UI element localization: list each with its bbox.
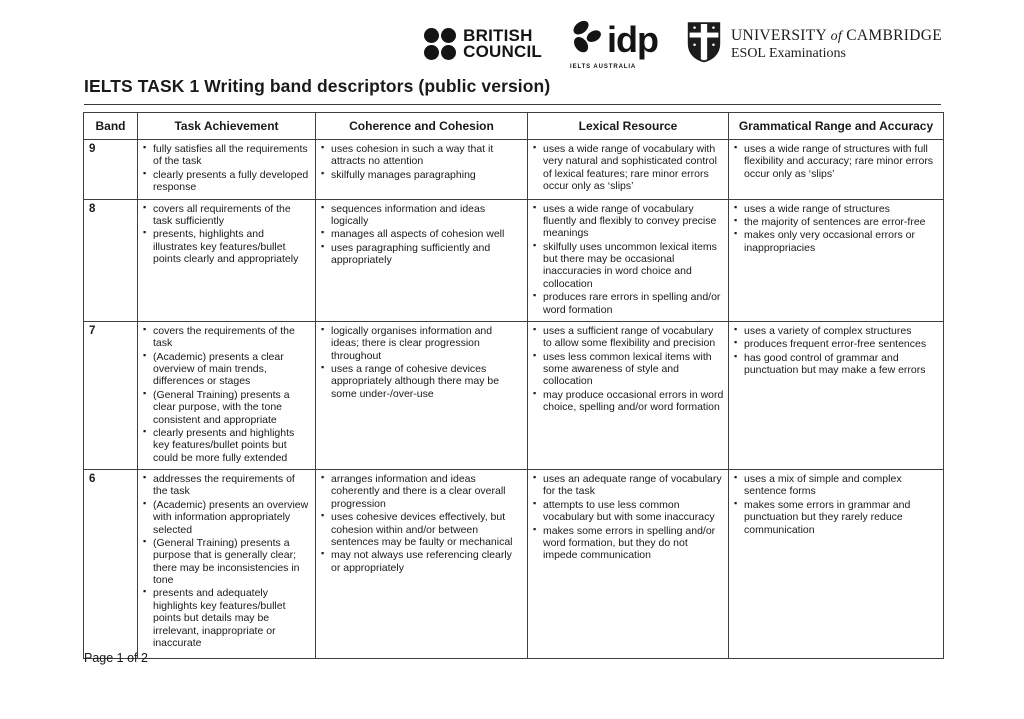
descriptor-list bbox=[733, 143, 939, 180]
descriptor-bullet: ▪ logically organises information and ideas; there is clear progression throughout bbox=[320, 325, 523, 362]
descriptor-bullet: ▪ covers the requirements of the task bbox=[142, 325, 311, 350]
descriptor-list bbox=[532, 143, 724, 193]
descriptor-bullet: ▪ arranges information and ideas coherently and there is a clear overall progression bbox=[320, 473, 523, 510]
table-row bbox=[84, 321, 944, 469]
descriptor-cell-coherence-cohesion bbox=[316, 470, 528, 659]
descriptor-cell-task-achievement bbox=[138, 140, 316, 200]
descriptor-list bbox=[320, 143, 523, 181]
descriptor-bullet: ▪ uses cohesion in such a way that it attracts no attention bbox=[320, 143, 523, 168]
descriptor-bullet: ▪ attempts to use less common vocabulary but with some inaccuracy bbox=[532, 499, 724, 524]
descriptor-bullet: ▪ (General Training) presents a purpose that is generally clear; there may be inconsistencies in tone bbox=[142, 537, 311, 587]
descriptor-bullet: ▪ presents and adequately highlights key features/bullet points but details may be irrelevant, inappropriate or inaccurate bbox=[142, 587, 311, 649]
british-council-dots-icon bbox=[424, 28, 456, 60]
descriptor-bullet: ▪ uses a variety of complex structures bbox=[733, 325, 939, 337]
cambridge-line1: UNIVERSITY of CAMBRIDGE bbox=[730, 26, 942, 44]
descriptor-bullet: ▪ skilfully manages paragraphing bbox=[320, 169, 523, 181]
descriptor-cell-lexical-resource bbox=[528, 140, 729, 200]
descriptor-bullet: ▪ addresses the requirements of the task bbox=[142, 473, 311, 498]
descriptor-cell-lexical-resource bbox=[528, 199, 729, 321]
idp-wordmark: idp bbox=[607, 19, 658, 60]
column-header-task-achievement: Task Achievement bbox=[138, 113, 316, 140]
descriptor-cell-grammatical-range bbox=[729, 199, 944, 321]
column-header-band: Band bbox=[84, 113, 138, 140]
table-row bbox=[84, 199, 944, 321]
british-council-line2: COUNCIL bbox=[463, 42, 542, 61]
descriptor-bullet: ▪ uses a mix of simple and complex sentence forms bbox=[733, 473, 939, 498]
descriptor-bullet: ▪ (General Training) presents a clear purpose, with the tone consistent and appropriate bbox=[142, 389, 311, 426]
descriptor-list bbox=[320, 473, 523, 574]
descriptor-bullet: ▪ (Academic) presents a clear overview of main trends, differences or stages bbox=[142, 351, 311, 388]
descriptor-bullet: ▪ the majority of sentences are error-free bbox=[733, 216, 939, 228]
descriptor-bullet: ▪ clearly presents and highlights key features/bullet points but could be more fully extended bbox=[142, 427, 311, 464]
logo-bar bbox=[424, 18, 942, 70]
column-header-grammatical-range: Grammatical Range and Accuracy bbox=[729, 113, 944, 140]
descriptor-cell-grammatical-range bbox=[729, 470, 944, 659]
descriptor-bullet: ▪ uses an adequate range of vocabulary for the task bbox=[532, 473, 724, 498]
band-score: 7 bbox=[84, 321, 138, 469]
descriptor-bullet: ▪ skilfully uses uncommon lexical items but there may be occasional inaccuracies in word choice and collocation bbox=[532, 241, 724, 291]
descriptor-bullet: ▪ may not always use referencing clearly or appropriately bbox=[320, 549, 523, 574]
band-score: 9 bbox=[84, 140, 138, 200]
table-header-row bbox=[84, 113, 944, 140]
table-row bbox=[84, 140, 944, 200]
descriptor-bullet: ▪ makes some errors in grammar and punctuation but they rarely reduce communication bbox=[733, 499, 939, 536]
descriptor-bullet: ▪ manages all aspects of cohesion well bbox=[320, 228, 523, 240]
descriptor-bullet: ▪ uses a range of cohesive devices appropriately although there may be some under-/over-use bbox=[320, 363, 523, 400]
british-council-line1: BRITISH bbox=[463, 26, 533, 46]
descriptor-cell-coherence-cohesion bbox=[316, 199, 528, 321]
band-score: 8 bbox=[84, 199, 138, 321]
cambridge-shield-icon bbox=[686, 20, 722, 69]
band-descriptor-table bbox=[83, 112, 944, 659]
cambridge-wordmark bbox=[731, 27, 942, 62]
descriptor-bullet: ▪ produces frequent error-free sentences bbox=[733, 338, 939, 350]
column-header-lexical-resource: Lexical Resource bbox=[528, 113, 729, 140]
descriptor-bullet: ▪ uses paragraphing sufficiently and appropriately bbox=[320, 242, 523, 267]
descriptor-bullet: ▪ makes some errors in spelling and/or word formation, but they do not impede communication bbox=[532, 525, 724, 562]
descriptor-cell-grammatical-range bbox=[729, 321, 944, 469]
descriptor-cell-task-achievement bbox=[138, 470, 316, 659]
descriptor-list bbox=[142, 473, 311, 649]
band-table-body bbox=[84, 140, 944, 659]
descriptor-bullet: ▪ covers all requirements of the task sufficiently bbox=[142, 203, 311, 228]
descriptor-bullet: ▪ uses a sufficient range of vocabulary to allow some flexibility and precision bbox=[532, 325, 724, 350]
descriptor-cell-lexical-resource bbox=[528, 321, 729, 469]
descriptor-bullet: ▪ uses cohesive devices effectively, but cohesion within and/or between sentences may be faulty or mechanical bbox=[320, 511, 523, 548]
descriptor-cell-lexical-resource bbox=[528, 470, 729, 659]
cambridge-line2: ESOL Examinations bbox=[730, 45, 846, 61]
descriptor-bullet: ▪ makes only very occasional errors or inappropriacies bbox=[733, 229, 939, 254]
cambridge-logo bbox=[686, 20, 942, 69]
table-row bbox=[84, 470, 944, 659]
british-council-logo bbox=[424, 28, 542, 60]
descriptor-bullet: ▪ fully satisfies all the requirements of the task bbox=[142, 143, 311, 168]
descriptor-bullet: ▪ uses a wide range of vocabulary fluently and flexibly to convey precise meanings bbox=[532, 203, 724, 240]
column-header-coherence-cohesion: Coherence and Cohesion bbox=[316, 113, 528, 140]
descriptor-bullet: ▪ produces rare errors in spelling and/or word formation bbox=[532, 291, 724, 316]
idp-subtext: IELTS AUSTRALIA bbox=[570, 64, 637, 70]
descriptor-list bbox=[532, 203, 724, 316]
band-score: 6 bbox=[84, 470, 138, 659]
descriptor-list bbox=[320, 325, 523, 400]
page-number-label: Page 1 of 2 bbox=[84, 651, 148, 665]
descriptor-cell-coherence-cohesion bbox=[316, 321, 528, 469]
descriptor-bullet: ▪ uses a wide range of structures with full flexibility and accuracy; rare minor errors occur only as ‘slips’ bbox=[733, 143, 939, 180]
descriptor-bullet: ▪ uses less common lexical items with some awareness of style and collocation bbox=[532, 351, 724, 388]
descriptor-list bbox=[532, 325, 724, 414]
descriptor-bullet: ▪ may produce occasional errors in word choice, spelling and/or word formation bbox=[532, 389, 724, 414]
descriptor-bullet: ▪ presents, highlights and illustrates key features/bullet points clearly and appropriately bbox=[142, 228, 311, 265]
descriptor-list bbox=[733, 325, 939, 377]
descriptor-bullet: ▪ has good control of grammar and punctuation but may make a few errors bbox=[733, 352, 939, 377]
descriptor-bullet: ▪ sequences information and ideas logically bbox=[320, 203, 523, 228]
descriptor-cell-coherence-cohesion bbox=[316, 140, 528, 200]
descriptor-list bbox=[142, 203, 311, 266]
descriptor-list bbox=[320, 203, 523, 267]
descriptor-bullet: ▪ (Academic) presents an overview with information appropriately selected bbox=[142, 499, 311, 536]
idp-leaf-icon bbox=[570, 18, 604, 61]
descriptor-bullet: ▪ clearly presents a fully developed response bbox=[142, 169, 311, 194]
descriptor-list bbox=[142, 143, 311, 194]
descriptor-list bbox=[733, 203, 939, 255]
descriptor-list bbox=[142, 325, 311, 464]
descriptor-list bbox=[733, 473, 939, 536]
descriptor-cell-grammatical-range bbox=[729, 140, 944, 200]
page-title: IELTS TASK 1 Writing band descriptors (public version) bbox=[84, 76, 941, 105]
descriptor-cell-task-achievement bbox=[138, 199, 316, 321]
descriptor-bullet: ▪ uses a wide range of vocabulary with very natural and sophisticated control of lexical features; rare minor errors occur only as ‘slips’ bbox=[532, 143, 724, 193]
descriptor-bullet: ▪ uses a wide range of structures bbox=[733, 203, 939, 215]
descriptor-cell-task-achievement bbox=[138, 321, 316, 469]
british-council-wordmark bbox=[463, 28, 542, 59]
descriptor-list bbox=[532, 473, 724, 562]
idp-logo bbox=[570, 18, 658, 70]
